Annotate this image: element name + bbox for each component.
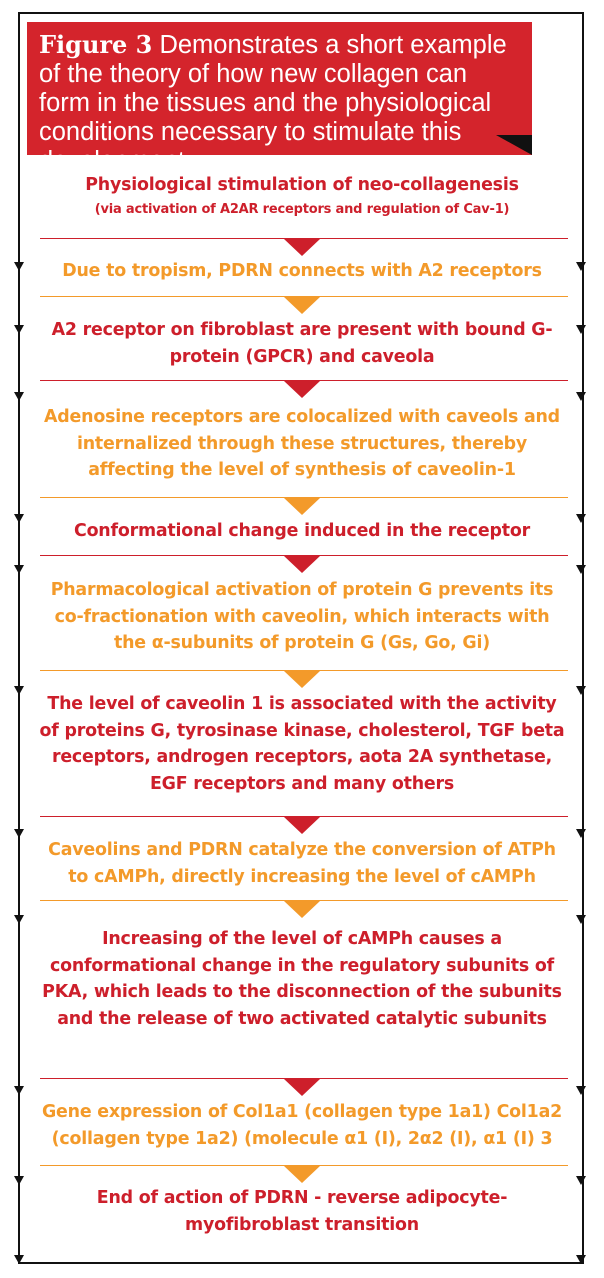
step-4: [36, 518, 568, 545]
right-marker: [576, 1086, 586, 1095]
step-2: [36, 317, 568, 370]
step-3: [36, 404, 568, 484]
step-9-title: Gene expression of Col1a1 (collagen type 1a1) Col1a2 (collagen type 1a2) (molecule α1 (I), 2α2 (I), α1 (I) 3: [41, 1102, 563, 1149]
right-marker: [576, 514, 586, 523]
step-1-title: Due to tropism, PDRN connects with A2 receptors: [62, 261, 542, 281]
arrow-0: [284, 239, 320, 256]
right-marker: [576, 392, 586, 401]
right-marker: [576, 686, 586, 695]
left-marker: [14, 915, 24, 924]
figure-label: Figure 3: [39, 30, 153, 59]
right-marker: [576, 915, 586, 924]
step-0-subtitle: (via activation of A2AR receptors and regulation of Cav-1): [94, 201, 510, 217]
step-0-title: Physiological stimulation of neo-collagenesis: [85, 175, 519, 195]
right-marker: [576, 1176, 586, 1185]
left-marker: [14, 1255, 24, 1264]
arrow-2: [284, 381, 320, 398]
arrow-3: [284, 498, 320, 515]
left-marker: [14, 325, 24, 334]
arrow-7: [284, 901, 320, 918]
step-7-title: Caveolins and PDRN catalyze the conversion of ATPh to cAMPh, directly increasing the level of cAMPh: [48, 840, 556, 887]
arrow-8: [284, 1079, 320, 1096]
left-marker: [14, 1086, 24, 1095]
arrow-9: [284, 1166, 320, 1183]
step-8-title: Increasing of the level of cAMPh causes a conformational change in the regulatory subunits of PKA, which leads to the disconnection of the subunits and the release of two activated catalytic subunits: [42, 929, 562, 1029]
figure-caption: [27, 22, 532, 175]
step-8: [36, 926, 568, 1032]
right-marker: [576, 829, 586, 838]
arrow-5: [284, 671, 320, 688]
left-marker: [14, 392, 24, 401]
left-marker: [14, 514, 24, 523]
step-6-title: The level of caveolin 1 is associated with the activity of proteins G, tyrosinase kinase, cholesterol, TGF beta receptors, androgen receptors, aota 2A synthetase, EGF receptors and many others: [39, 694, 565, 794]
right-marker: [576, 262, 586, 271]
left-marker: [14, 262, 24, 271]
step-5: [36, 577, 568, 657]
left-marker: [14, 565, 24, 574]
step-10: [36, 1185, 568, 1238]
step-1: [36, 258, 568, 285]
step-0: [36, 172, 568, 221]
arrow-1: [284, 297, 320, 314]
arrow-6: [284, 817, 320, 834]
step-3-title: Adenosine receptors are colocalized with caveols and internalized through these structures, thereby affecting the level of synthesis of caveolin-1: [44, 407, 560, 480]
left-marker: [14, 1176, 24, 1185]
right-marker: [576, 325, 586, 334]
step-2-title: A2 receptor on fibroblast are present with bound G-protein (GPCR) and caveola: [51, 320, 553, 367]
step-6: [36, 691, 568, 797]
left-marker: [14, 686, 24, 695]
right-marker: [576, 1255, 586, 1264]
step-4-title: Conformational change induced in the receptor: [74, 521, 530, 541]
figure-caption-text: Demonstrates a short example of the theory of how new collagen can form in the tissues and the physiological conditions necessary to stimulate this development: [39, 31, 507, 175]
caption-fold-shadow: [496, 135, 532, 155]
step-10-title: End of action of PDRN - reverse adipocyte-myofibroblast transition: [96, 1188, 508, 1235]
step-5-title: Pharmacological activation of protein G prevents its co-fractionation with caveolin, which interacts with the α-subunits of protein G (Gs, Go, Gi): [50, 580, 554, 653]
arrow-4: [284, 556, 320, 573]
step-7: [36, 837, 568, 890]
right-marker: [576, 565, 586, 574]
step-9: [36, 1099, 568, 1152]
left-marker: [14, 829, 24, 838]
